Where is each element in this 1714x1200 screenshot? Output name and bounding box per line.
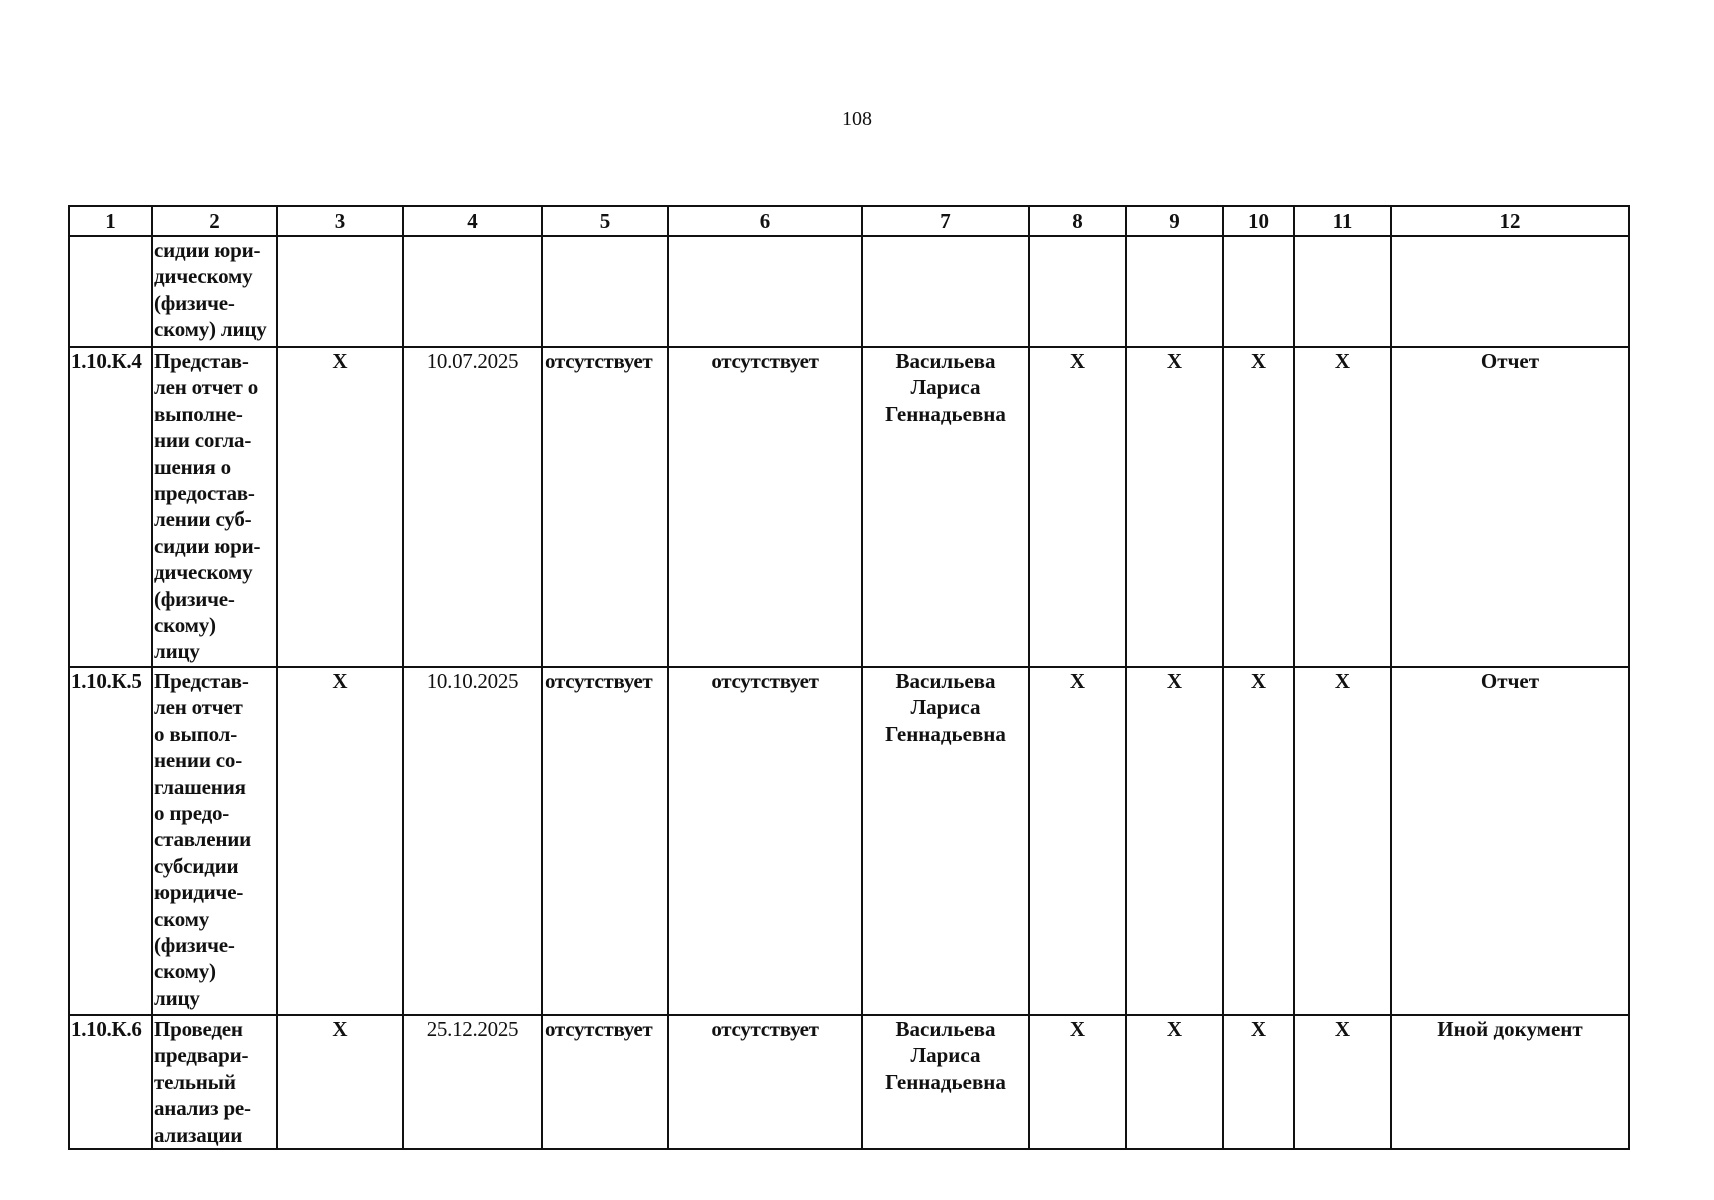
cell-col11: X: [1294, 347, 1391, 667]
row-document-type: [1391, 236, 1629, 347]
row-date: 25.12.2025: [403, 1015, 542, 1149]
plan-table: [68, 205, 1630, 1150]
column-header: 1: [69, 206, 152, 236]
row-document-type: Отчет: [1391, 667, 1629, 1015]
row-date: 10.10.2025: [403, 667, 542, 1015]
cell-col10: X: [1223, 1015, 1294, 1149]
table-row: [69, 667, 1629, 1015]
cell-col10: [1223, 236, 1294, 347]
row-responsible: Васильева Лариса Геннадьевна: [862, 667, 1029, 1015]
cell-col8: X: [1029, 1015, 1126, 1149]
cell-col6: отсутствует: [668, 1015, 862, 1149]
cell-col3: X: [277, 667, 403, 1015]
row-document-type: Иной документ: [1391, 1015, 1629, 1149]
column-header: 3: [277, 206, 403, 236]
column-header: 10: [1223, 206, 1294, 236]
cell-col11: X: [1294, 667, 1391, 1015]
column-header: 2: [152, 206, 277, 236]
row-date: 10.07.2025: [403, 347, 542, 667]
row-document-type: Отчет: [1391, 347, 1629, 667]
row-code: [69, 236, 152, 347]
cell-col8: X: [1029, 347, 1126, 667]
cell-col8: X: [1029, 667, 1126, 1015]
column-header: 12: [1391, 206, 1629, 236]
cell-col5: отсутствует: [542, 1015, 668, 1149]
cell-col10: X: [1223, 347, 1294, 667]
cell-col9: [1126, 236, 1223, 347]
cell-col6: [668, 236, 862, 347]
page-number: 108: [842, 108, 872, 130]
row-responsible: Васильева Лариса Геннадьевна: [862, 347, 1029, 667]
cell-col8: [1029, 236, 1126, 347]
column-header: 6: [668, 206, 862, 236]
table-row: [69, 1015, 1629, 1149]
row-code: 1.10.К.6: [69, 1015, 152, 1149]
row-code: 1.10.К.5: [69, 667, 152, 1015]
cell-col10: X: [1223, 667, 1294, 1015]
row-responsible: [862, 236, 1029, 347]
cell-col6: отсутствует: [668, 347, 862, 667]
cell-col11: X: [1294, 1015, 1391, 1149]
row-description: сидии юри- дическому (физиче- скому) лицу: [152, 236, 277, 347]
column-header: 8: [1029, 206, 1126, 236]
cell-col9: X: [1126, 667, 1223, 1015]
cell-col5: отсутствует: [542, 667, 668, 1015]
column-header: 11: [1294, 206, 1391, 236]
cell-col3: X: [277, 347, 403, 667]
table-row: [69, 236, 1629, 347]
column-header: 9: [1126, 206, 1223, 236]
cell-col3: [277, 236, 403, 347]
row-responsible: Васильева Лариса Геннадьевна: [862, 1015, 1029, 1149]
row-description: Представ- лен отчет о выпол- нении со- глашения о предо- ставлении субсидии юридиче- скому (физиче- скому) лицу: [152, 667, 277, 1015]
row-description: Представ- лен отчет о выполне- нии согла- шения о предостав- лении суб- сидии юри- дическому (физиче- скому) лицу: [152, 347, 277, 667]
column-header: 7: [862, 206, 1029, 236]
column-header: 4: [403, 206, 542, 236]
cell-col9: X: [1126, 1015, 1223, 1149]
cell-col5: отсутствует: [542, 347, 668, 667]
column-header: 5: [542, 206, 668, 236]
cell-col3: X: [277, 1015, 403, 1149]
cell-col6: отсутствует: [668, 667, 862, 1015]
cell-col5: [542, 236, 668, 347]
cell-col9: X: [1126, 347, 1223, 667]
row-description: Проведен предвари- тельный анализ ре- ализации: [152, 1015, 277, 1149]
cell-col11: [1294, 236, 1391, 347]
row-date: [403, 236, 542, 347]
row-code: 1.10.К.4: [69, 347, 152, 667]
table-row: [69, 347, 1629, 667]
header-row: [69, 206, 1629, 236]
